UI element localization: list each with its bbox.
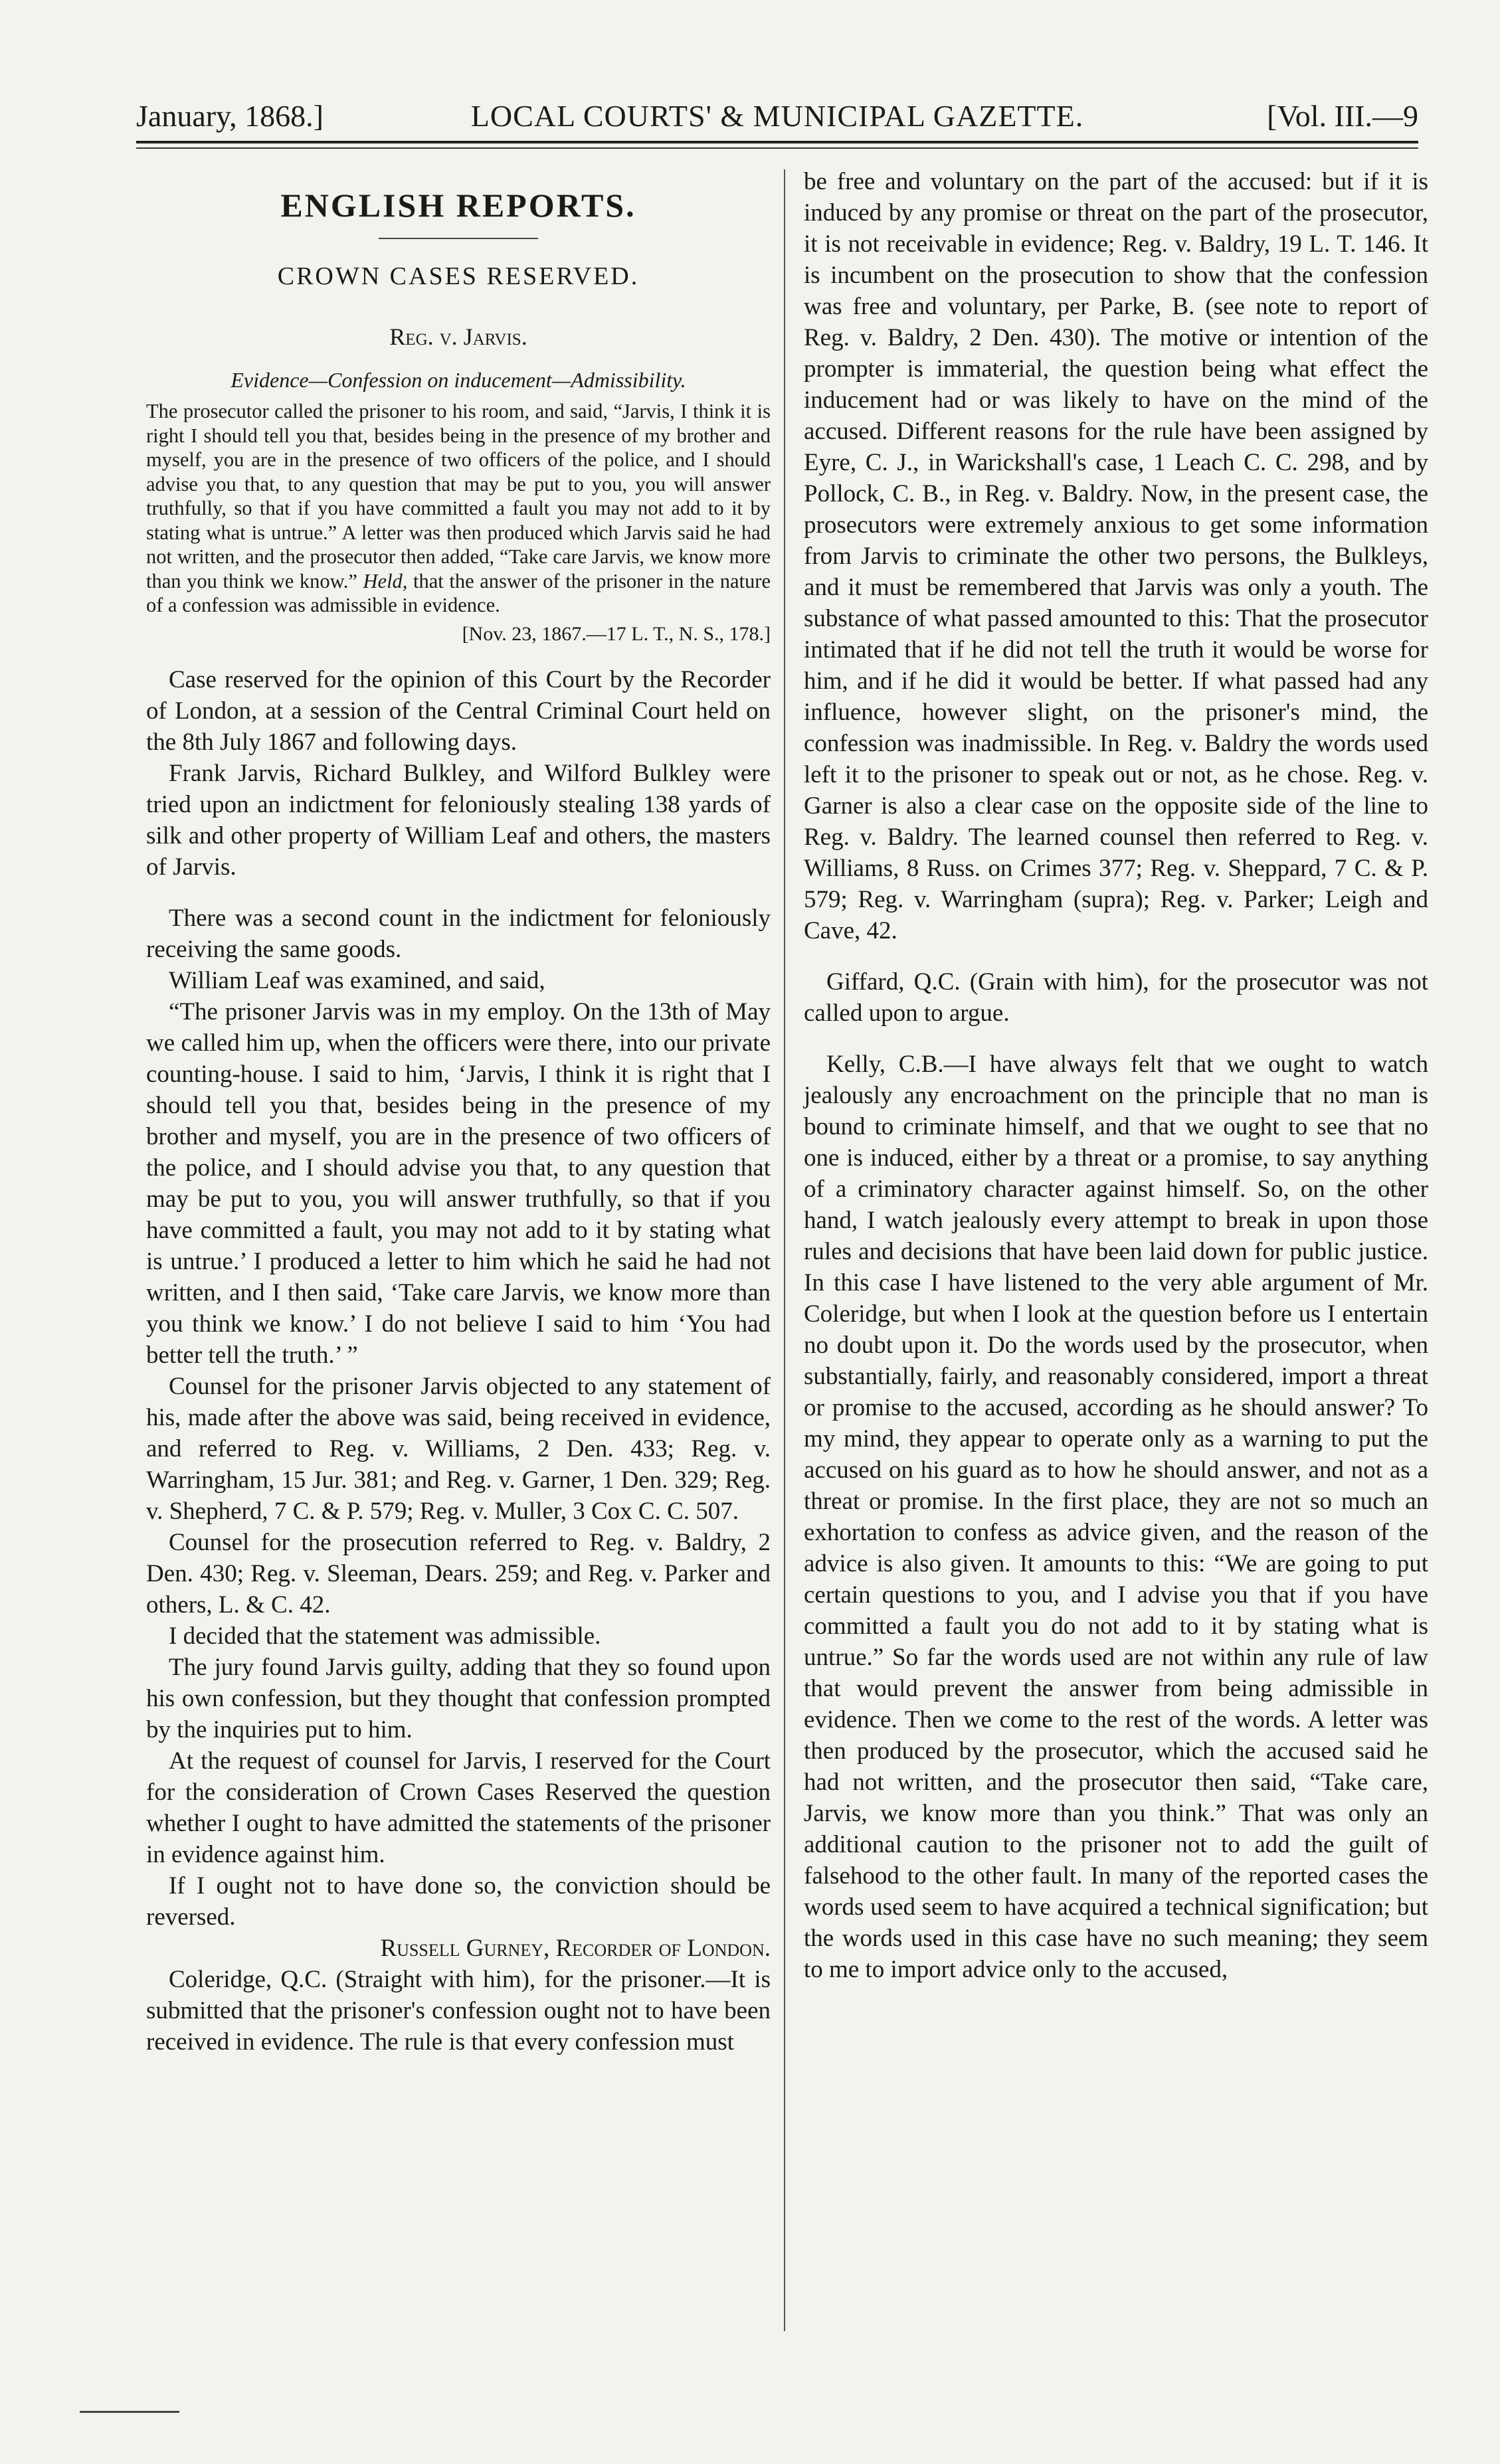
paragraph: Counsel for the prosecution referred to Reg. v. Baldry, 2 Den. 430; Reg. v. Sleeman, Dears. 259; and Reg. v. Parker and others, L. & C. 42. [146,1528,771,1619]
paragraph: Frank Jarvis, Richard Bulkley, and Wilford Bulkley were tried upon an indictment for feloniously stealing 138 yards of silk and other property of William Leaf and others, the masters of Jarvis. [146,759,771,881]
citation: [Nov. 23, 1867.—17 L. T., N. S., 178.] [462,622,771,645]
headnote [146,399,771,618]
running-header [136,93,1418,139]
paragraph: The jury found Jarvis guilty, adding that they so found upon his own confession, but they thought that confession prompted by the inquiries put to him. [146,1653,771,1743]
left-column [146,166,771,2058]
paragraph: Counsel for the prisoner Jarvis objected to any statement of his, made after the above was said, being received in evidence, and referred to Reg. v. Williams, 2 Den. 433; Reg. v. Warringham, 15 Jur. 381; and Reg. v. Garner, 1 Den. 329; Reg. v. Shepherd, 7 C. & P. 579; Reg. v. Muller, 3 Cox C. C. 507. [146,1372,771,1525]
header-title: LOCAL COURTS' & MUNICIPAL GAZETTE. [470,99,1084,133]
paragraph: “The prisoner Jarvis was in my employ. On the 13th of May we called him up, when the officers were there, into our private counting-house. I said to him, ‘Jarvis, I think it is right that I should tell you that, besides being in the presence of my brother and myself, you are in the presence of two officers of the police, and I should advise you that, to any question that may be put to you, you will answer truthfully, so that if you have committed a fault, you may not add to it by stating what is untrue.’ I produced a letter to him which he said he had not written, and I then said, ‘Take care Jarvis, we know more than you think we know.’ I do not believe I said to him ‘You had better tell the truth.’ ” [146,998,771,1369]
right-column [804,166,1428,1985]
header-date: January, 1868.] [136,99,324,133]
headnote-title: Evidence—Confession on inducement—Admissibility. [231,368,686,392]
headnote-held-label: Held, [363,569,408,592]
paragraph: Kelly, C.B.—I have always felt that we ought to watch jealously any encroachment on the principle that no man is bound to criminate himself, and that we ought to see that no one is induced, either by a threat or a promise, to say anything of a criminatory character against himself. So, on the other hand, I watch jealously every attempt to break in upon those rules and decisions that have been laid down for public justice. In this case I have listened to the very able argument of Mr. Coleridge, but when I look at the question before us I entertain no doubt upon it. Do the words used by the prosecutor, when substantially, fairly, and reasonably considered, import a threat or promise to the accused, according as he should answer? To my mind, they appear to operate only as a warning to put the accused on his guard as to how he should answer, and not as a threat or promise. In the first place, they are not so much an exhortation to confess as advice given, and the reason of the advice is also given. It amounts to this: “We are going to put certain questions to you, and I advise you that if you have committed a fault you do not add to it by stating what is untrue.” So far the words used are not within any rule of law that would prevent the answer from being admissible in evidence. Then we come to the rest of the words. A letter was then produced by the prosecutor, which the accused said he had not written, and the prosecutor then said, “Take care, Jarvis, we know more than you think.” That was only an additional caution to the prisoner not to add the guilt of falsehood to the other fault. In many of the reported cases the words used seem to have acquired a technical signification; but the words used in this case have no such meaning; they seem to me to import advice only to the accused, [804,1051,1428,1983]
signature: Russell Gurney, Recorder of London. [380,1934,771,1962]
column-divider [784,169,785,2331]
paragraph: Coleridge, Q.C. (Straight with him), for the prisoner.—It is submitted that the prisoner's confession ought not to have been received in evidence. The rule is that every confession must [146,1965,771,2056]
headnote-held-text: that the answer of the prisoner in the nature of a confession was admissible in evidence. [146,569,771,616]
section-rule [379,238,538,239]
header-volume: [Vol. III.—9 [1267,99,1418,133]
paragraph: At the request of counsel for Jarvis, I reserved for the Court for the consideration of Crown Cases Reserved the question whether I ought to have admitted the statements of the prisoner in evidence against him. [146,1747,771,1868]
headnote-facts: The prosecutor called the prisoner to his room, and said, “Jarvis, I think it is right I should tell you that, besides being in the presence of my brother and myself, you are in the presence of two officers of the police, and I should advise you that, to any question that may be put to you, you will answer truthfully, so that if you have committed a fault you may not add to it by stating what is untrue.” A letter was then produced which Jarvis said he had not written, and the prosecutor then added, “Take care Jarvis, we know more than you think we know.” [146,400,771,592]
case-name: Reg. v. Jarvis. [389,323,527,350]
paragraph: If I ought not to have done so, the conviction should be reversed. [146,1872,771,1931]
paragraph: be free and voluntary on the part of the accused: but if it is induced by any promise or threat on the part of the prosecutor, it is not receivable in evidence; Reg. v. Baldry, 19 L. T. 146. It is incumbent on the prosecution to show that the confession was free and voluntary, per Parke, B. (see note to report of Reg. v. Baldry, 2 Den. 430). The motive or intention of the prompter is immaterial, the question being what effect the inducement had or was likely to have on the mind of the accused. Different reasons for the rule have been assigned by Eyre, C. J., in Warickshall's case, 1 Leach C. C. 298, and by Pollock, C. B., in Reg. v. Baldry. Now, in the present case, the prosecutors were extremely anxious to get some information from Jarvis to criminate the other two persons, the Bulkleys, and it must be remembered that Jarvis was only a youth. The substance of what passed amounted to this: That the prosecutor intimated that if he did not tell the truth it would be worse for him, and if he did it would be better. If what passed had any influence, however slight, on the prisoner's mind, the confession was inadmissible. In Reg. v. Baldry the words used left it to the prisoner to speak out or not, as he chose. Reg. v. Garner is also a clear case on the opposite side of the line to Reg. v. Baldry. The learned counsel then referred to Reg. v. Williams, 8 Russ. on Crimes 377; Reg. v. Sheppard, 7 C. & P. 579; Reg. v. Warringham (supra); Reg. v. Parker; Leigh and Cave, 42. [804,168,1428,944]
section-subtitle: CROWN CASES RESERVED. [277,262,640,290]
paragraph: Giffard, Q.C. (Grain with him), for the prosecutor was not called upon to argue. [804,968,1428,1027]
section-title: ENGLISH REPORTS. [280,187,636,224]
header-rule-thin [136,147,1418,149]
paragraph: I decided that the statement was admissible. [169,1622,601,1650]
header-rule-thick [136,141,1418,143]
paragraph: There was a second count in the indictment for feloniously receiving the same goods. [146,904,771,963]
footer-rule [80,2411,179,2413]
paragraph: William Leaf was examined, and said, [169,966,545,994]
paragraph: Case reserved for the opinion of this Court by the Recorder of London, at a session of the Central Criminal Court held on the 8th July 1867 and following days. [146,665,771,756]
